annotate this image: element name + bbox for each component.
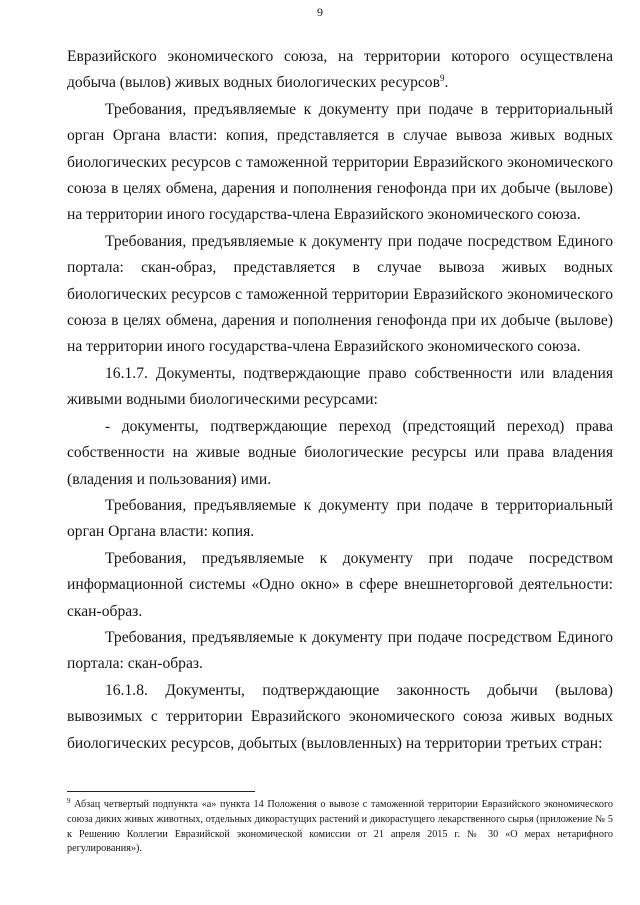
paragraph-requirements-single-window: Требования, предъявляемые к документу при подаче посредством информационной системы «Одно окно» в сфере внешнеторговой деятельности: скан-образ. (67, 549, 613, 620)
paragraph-requirements-portal-scan: Требования, предъявляемые к документу при подаче посредством Единого портала: скан-образ. (67, 628, 613, 673)
paragraph-requirements-territorial: Требования, предъявляемые к документу при подаче в территориальный орган Органа власти: копия, представляется в случае вывоза живых водных биологических ресурсов с таможенной территории Евразийского экономического союза в целях обмена, дарения и пополнения генофонда при их добыче (вылове) на территории иного государства-члена Евразийского экономического союза. (67, 100, 613, 224)
paragraph-end-punctuation: . (444, 74, 449, 92)
document-body (67, 44, 613, 757)
footnote-reference[interactable]: 9 (439, 73, 445, 84)
footnote-separator (67, 791, 255, 792)
footnote-text: Абзац четвертый подпункта «а» пункта 14 Положения о вывозе с таможенной территории Евразийского экономического союза диких живых животных, отдельных дикорастущих растений и дикорастущего лекарственного сырья (приложение № 5 к Решению Коллегии Евразийской экономической комиссии от 21 апреля 2015 г. № 30 «О мерах нетарифного регулирования»). (67, 799, 613, 855)
footnote-marker: 9 (67, 797, 71, 805)
footnote (67, 798, 613, 857)
paragraph-text: Евразийского экономического союза, на территории которого осуществлена добыча (вылов) живых водных биологических ресурсов (67, 48, 613, 92)
paragraph-section-16-1-7: 16.1.7. Документы, подтверждающие право собственности или владения живыми водными биологическими ресурсами: (67, 364, 613, 409)
paragraph-section-16-1-8: 16.1.8. Документы, подтверждающие законность добычи (вылова) вывозимых с территории Евразийского экономического союза живых водных биологических ресурсов, добытых (выловленных) на территории третьих стран: (67, 681, 613, 752)
paragraph-list-item: - документы, подтверждающие переход (предстоящий переход) права собственности на живые водные биологические ресурсы или права владения (владения и пользования) ими. (67, 417, 613, 488)
paragraph-requirements-territorial-copy: Требования, предъявляемые к документу при подаче в территориальный орган Органа власти: копия. (67, 496, 613, 541)
paragraph-continuation (67, 44, 613, 97)
page-number: 9 (317, 5, 323, 19)
paragraph-requirements-portal: Требования, предъявляемые к документу при подаче посредством Единого портала: скан-образ, представляется в случае вывоза живых водных биологических ресурсов с таможенной территории Евразийского экономического союза в целях обмена, дарения и пополнения генофонда при их добыче (вылове) на территории иного государства-члена Евразийского экономического союза. (67, 232, 613, 356)
